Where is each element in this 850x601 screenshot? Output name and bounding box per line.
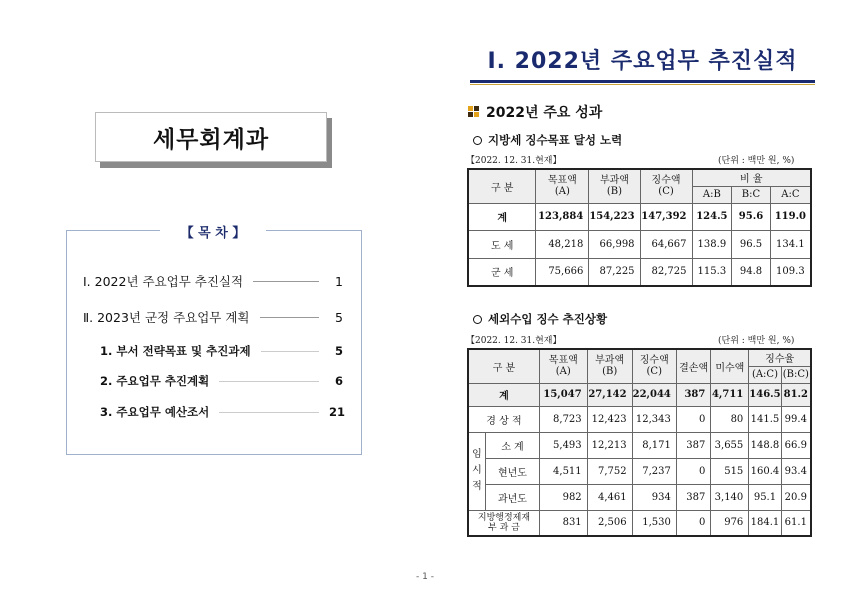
- toc-subitem[interactable]: [100, 372, 343, 390]
- circle-bullet-icon: [473, 136, 482, 145]
- cell: 134.1: [770, 230, 811, 258]
- row-label: 경 상 적: [468, 406, 539, 432]
- cell: 27,142: [587, 383, 632, 406]
- row-label: 군 세: [468, 258, 536, 286]
- cell: 96.5: [732, 230, 771, 258]
- toc-item[interactable]: [83, 272, 343, 290]
- cell: 7,752: [587, 458, 632, 484]
- toc-page-number: 1: [335, 273, 343, 289]
- header-ratio: 비 율: [692, 169, 811, 186]
- cell: 66,998: [589, 230, 640, 258]
- cell: 2,506: [587, 510, 632, 536]
- row-label: 계: [468, 203, 536, 230]
- table2-date-note: 【2022. 12. 31.현재】: [466, 336, 562, 346]
- cell: 48,218: [536, 230, 589, 258]
- cell: 934: [632, 484, 676, 510]
- cell: 80: [711, 406, 749, 432]
- cell: 75,666: [536, 258, 589, 286]
- toc-item[interactable]: [83, 308, 343, 326]
- cell: 87,225: [589, 258, 640, 286]
- header-rate-bc: (B:C): [781, 366, 811, 383]
- cell: 95.6: [732, 203, 771, 230]
- row-label: 도 세: [468, 230, 536, 258]
- toc-leader: [261, 351, 319, 352]
- cell: 138.9: [692, 230, 732, 258]
- title-rule-accent: [470, 84, 815, 85]
- toc-item-label: Ⅱ. 2023년 군정 주요업무 계획: [83, 310, 250, 325]
- header-category: 구 분: [468, 349, 539, 383]
- tax-target-table: [467, 168, 812, 287]
- row-label: 과년도: [486, 484, 540, 510]
- table1-date-note: 【2022. 12. 31.현재】: [466, 156, 562, 166]
- header-target: 목표액 (A): [536, 169, 589, 203]
- toc-heading: 【 목 차 】: [160, 222, 266, 241]
- table-row: [468, 406, 811, 432]
- cell: 146.5: [749, 383, 781, 406]
- cell: 123,884: [536, 203, 589, 230]
- cell: 976: [711, 510, 749, 536]
- cell: 148.8: [749, 432, 781, 458]
- cell: 160.4: [749, 458, 781, 484]
- cell: 119.0: [770, 203, 811, 230]
- cell: 124.5: [692, 203, 732, 230]
- cell: 115.3: [692, 258, 732, 286]
- cell: 7,237: [632, 458, 676, 484]
- toc-item-label: Ⅰ. 2022년 주요업무 추진실적: [83, 274, 244, 289]
- toc-page-number: 6: [334, 374, 343, 388]
- cell: 0: [676, 510, 710, 536]
- header-rate-ac: (A:C): [749, 366, 781, 383]
- header-assessed: 부과액 (B): [587, 349, 632, 383]
- header-ratio-ab: A:B: [692, 186, 732, 203]
- cell: 61.1: [781, 510, 811, 536]
- cell: 4,711: [711, 383, 749, 406]
- table1-subtitle-text: 지방세 징수목표 달성 노력: [488, 133, 623, 147]
- table-row: [468, 484, 811, 510]
- cell: 831: [539, 510, 587, 536]
- cell: 147,392: [640, 203, 692, 230]
- toc-page-number: 5: [334, 344, 343, 358]
- toc-subitem[interactable]: [100, 403, 346, 421]
- row-label: 계: [468, 383, 539, 406]
- toc-leader: [260, 317, 319, 318]
- header-collected: 징수액 (C): [640, 169, 692, 203]
- cell: 982: [539, 484, 587, 510]
- group-label: 임 시 적: [468, 432, 486, 510]
- cell: 93.4: [781, 458, 811, 484]
- toc-leader: [219, 412, 319, 413]
- page-number: - 1 -: [416, 572, 434, 582]
- cell: 387: [676, 484, 710, 510]
- cell: 94.8: [732, 258, 771, 286]
- table-row: [468, 230, 811, 258]
- cell: 1,530: [632, 510, 676, 536]
- table2-subtitle: [473, 311, 607, 327]
- cell: 66.9: [781, 432, 811, 458]
- cell: 5,493: [539, 432, 587, 458]
- header-collected: 징수액 (C): [632, 349, 676, 383]
- row-label: 지방행정제재 부 과 금: [468, 510, 539, 536]
- cell: 12,343: [632, 406, 676, 432]
- cell: 81.2: [781, 383, 811, 406]
- table-row: [468, 203, 811, 230]
- table1-unit-note: (단위 : 백만 원, %): [718, 156, 795, 166]
- toc-subitem[interactable]: [100, 342, 343, 360]
- cell: 12,213: [587, 432, 632, 458]
- cell: 387: [676, 383, 710, 406]
- cell: 515: [711, 458, 749, 484]
- cell: 0: [676, 406, 710, 432]
- toc-page-number: 21: [329, 405, 346, 419]
- table-row: [468, 458, 811, 484]
- cell: 12,423: [587, 406, 632, 432]
- cell: 184.1: [749, 510, 781, 536]
- cell: 109.3: [770, 258, 811, 286]
- cell: 22,044: [632, 383, 676, 406]
- cell: 387: [676, 432, 710, 458]
- main-title: Ⅰ. 2022년 주요업무 추진실적: [487, 49, 798, 74]
- toc-leader: [253, 281, 319, 282]
- table2-unit-note: (단위 : 백만 원, %): [718, 336, 795, 346]
- header-ratio-bc: B:C: [732, 186, 771, 203]
- toc-subitem-label: 3. 주요업무 예산조서: [100, 405, 210, 419]
- cell: 3,140: [711, 484, 749, 510]
- cell: 95.1: [749, 484, 781, 510]
- header-target: 목표액 (A): [539, 349, 587, 383]
- table2-subtitle-text: 세외수입 징수 추진상황: [488, 312, 608, 326]
- cell: 8,723: [539, 406, 587, 432]
- cell: 20.9: [781, 484, 811, 510]
- toc-subitem-label: 1. 부서 전략목표 및 추진과제: [100, 344, 251, 358]
- title-rule: [470, 80, 815, 83]
- section-title: 2022년 주요 성과: [486, 105, 603, 121]
- cell: 64,667: [640, 230, 692, 258]
- circle-bullet-icon: [473, 315, 482, 324]
- cell: 4,461: [587, 484, 632, 510]
- header-ratio-ac: A:C: [770, 186, 811, 203]
- header-loss: 결손액: [676, 349, 710, 383]
- cell: 4,511: [539, 458, 587, 484]
- table-row: [468, 432, 811, 458]
- row-label: 현년도: [486, 458, 540, 484]
- cell: 3,655: [711, 432, 749, 458]
- non-tax-revenue-table: [467, 348, 812, 537]
- cell: 154,223: [589, 203, 640, 230]
- table1-subtitle: [473, 132, 622, 148]
- toc-subitem-label: 2. 주요업무 추진계획: [100, 374, 210, 388]
- cell: 141.5: [749, 406, 781, 432]
- toc-leader: [219, 381, 319, 382]
- cell: 99.4: [781, 406, 811, 432]
- section-marker-icon: [468, 106, 479, 117]
- table-row: [468, 510, 811, 536]
- cell: 82,725: [640, 258, 692, 286]
- cell: 8,171: [632, 432, 676, 458]
- table-row: [468, 383, 811, 406]
- cell: 15,047: [539, 383, 587, 406]
- table-row: [468, 258, 811, 286]
- header-assessed: 부과액 (B): [589, 169, 640, 203]
- cell: 0: [676, 458, 710, 484]
- row-label: 소 계: [486, 432, 540, 458]
- header-uncollected: 미수액: [711, 349, 749, 383]
- toc-page-number: 5: [335, 309, 343, 325]
- header-category: 구 분: [468, 169, 536, 203]
- header-rate: 징수율: [749, 349, 811, 366]
- department-title: 세무회계과: [95, 112, 327, 162]
